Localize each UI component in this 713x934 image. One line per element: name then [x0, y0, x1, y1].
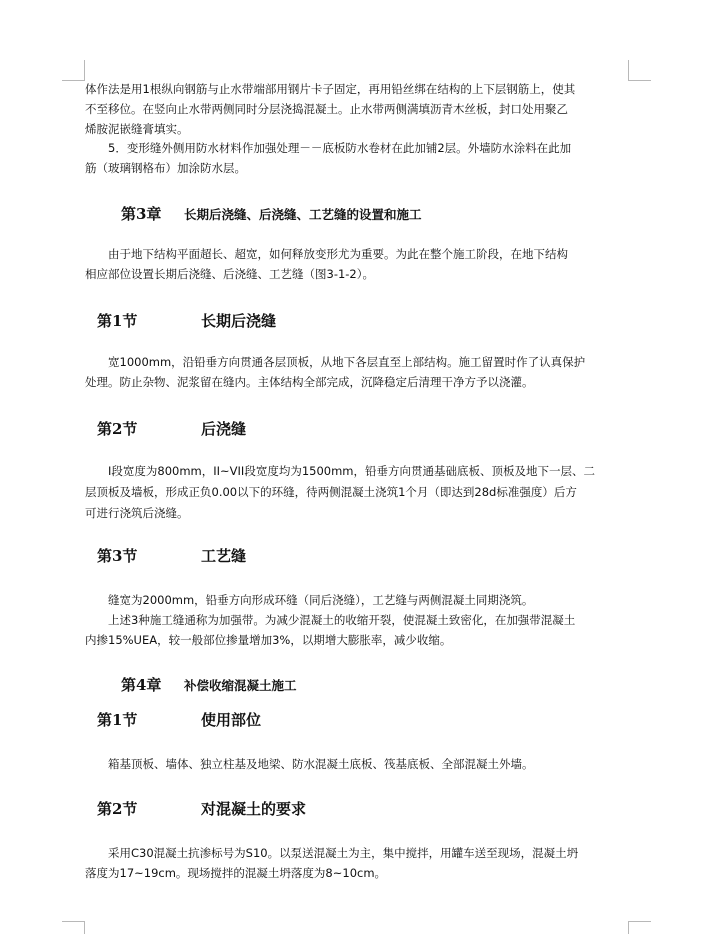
chapter-4-heading [121, 674, 297, 695]
text-line: 内掺15%UEA，较一般部位掺量增加3%，以期增大膨胀率，减少收缩。 [85, 633, 452, 647]
chapter-title: 补偿收缩混凝土施工 [184, 678, 297, 693]
section-number: 第2节 [97, 800, 138, 818]
top-right-margin-mark [628, 60, 651, 81]
bottom-left-margin-mark [62, 921, 85, 934]
section-title: 使用部位 [201, 711, 262, 729]
text-line: 宽1000mm，沿铅垂方向贯通各层顶板，从地下各层直至上部结构。施工留置时作了认真保护 [108, 355, 586, 369]
text-line: 可进行浇筑后浇缝。 [85, 506, 189, 520]
paragraph-waterstop-method [85, 79, 575, 139]
section-title: 后浇缝 [201, 420, 247, 438]
text-line: I段宽度为800mm，II~VII段宽度均为1500mm，铅垂方向贯通基础底板、顶板及地下一层、二 [108, 464, 595, 478]
text-line: 处理。防止杂物、泥浆留在缝内。主体结构全部完成，沉降稳定后清理干净方予以浇灌。 [85, 375, 534, 389]
chapter-3-heading [121, 203, 422, 224]
text-line: 上述3种施工缝通称为加强带。为减少混凝土的收缩开裂，使混凝土致密化，在加强带混凝土 [108, 613, 576, 627]
paragraph-concrete-requirements [85, 843, 578, 883]
text-line: 筋（玻璃钢格布）加涂防水层。 [85, 161, 246, 175]
bottom-right-margin-mark [628, 921, 651, 934]
text-line: 层顶板及墙板，形成正负0.00以下的环缝，待两侧混凝土浇筑1个月（即达到28d标准强度）后方 [85, 485, 577, 499]
text-line: 5．变形缝外侧用防水材料作加强处理－－底板防水卷材在此加铺2层。外墙防水涂料在此加 [108, 141, 572, 155]
chapter-number: 第4章 [121, 676, 162, 694]
chapter-title: 长期后浇缝、后浇缝、工艺缝的设置和施工 [184, 207, 422, 222]
text-line: 烯胺泥嵌缝膏填实。 [85, 122, 189, 136]
text-line: 采用C30混凝土抗渗标号为S10。以泵送混凝土为主，集中搅拌，用罐车送至现场，混凝土坍 [108, 846, 579, 860]
section-number: 第3节 [97, 547, 138, 565]
section-title: 对混凝土的要求 [201, 800, 307, 818]
text-line: 相应部位设置长期后浇缝、后浇缝、工艺缝（图3-1-2）。 [85, 267, 374, 281]
text-line: 落度为17~19cm。现场搅拌的混凝土坍落度为8~10cm。 [85, 866, 387, 880]
text-line: 由于地下结构平面超长、超宽，如何释放变形尤为重要。为此在整个施工阶段，在地下结构 [108, 247, 568, 261]
section-title: 长期后浇缝 [201, 312, 277, 330]
paragraph-item-5 [85, 138, 571, 178]
section-number: 第1节 [97, 312, 138, 330]
top-left-margin-mark [62, 60, 85, 81]
text-line: 箱基顶板、墙体、独立柱基及地梁、防水混凝土底板、筏基底板、全部混凝土外墙。 [108, 757, 534, 771]
paragraph-usage-locations [85, 754, 534, 774]
chapter-number: 第3章 [121, 205, 162, 223]
text-line: 体作法是用1根纵向钢筋与止水带端部用钢片卡子固定，再用铅丝绑在结构的上下层钢筋上，使其 [85, 82, 576, 96]
paragraph-process-joint [85, 590, 575, 650]
paragraph-chapter-3-intro [85, 244, 568, 284]
paragraph-post-pour [85, 461, 595, 524]
section-number: 第2节 [97, 420, 138, 438]
text-line: 缝宽为2000mm，铅垂方向形成环缝（同后浇缝），工艺缝与两侧混凝土同期浇筑。 [108, 593, 534, 607]
section-title: 工艺缝 [201, 547, 247, 565]
section-number: 第1节 [97, 711, 138, 729]
text-line: 不至移位。在竖向止水带两侧同时分层浇捣混凝土。止水带两侧满填沥青木丝板，封口处用聚乙 [85, 102, 568, 116]
paragraph-long-term-post-pour [85, 352, 585, 392]
